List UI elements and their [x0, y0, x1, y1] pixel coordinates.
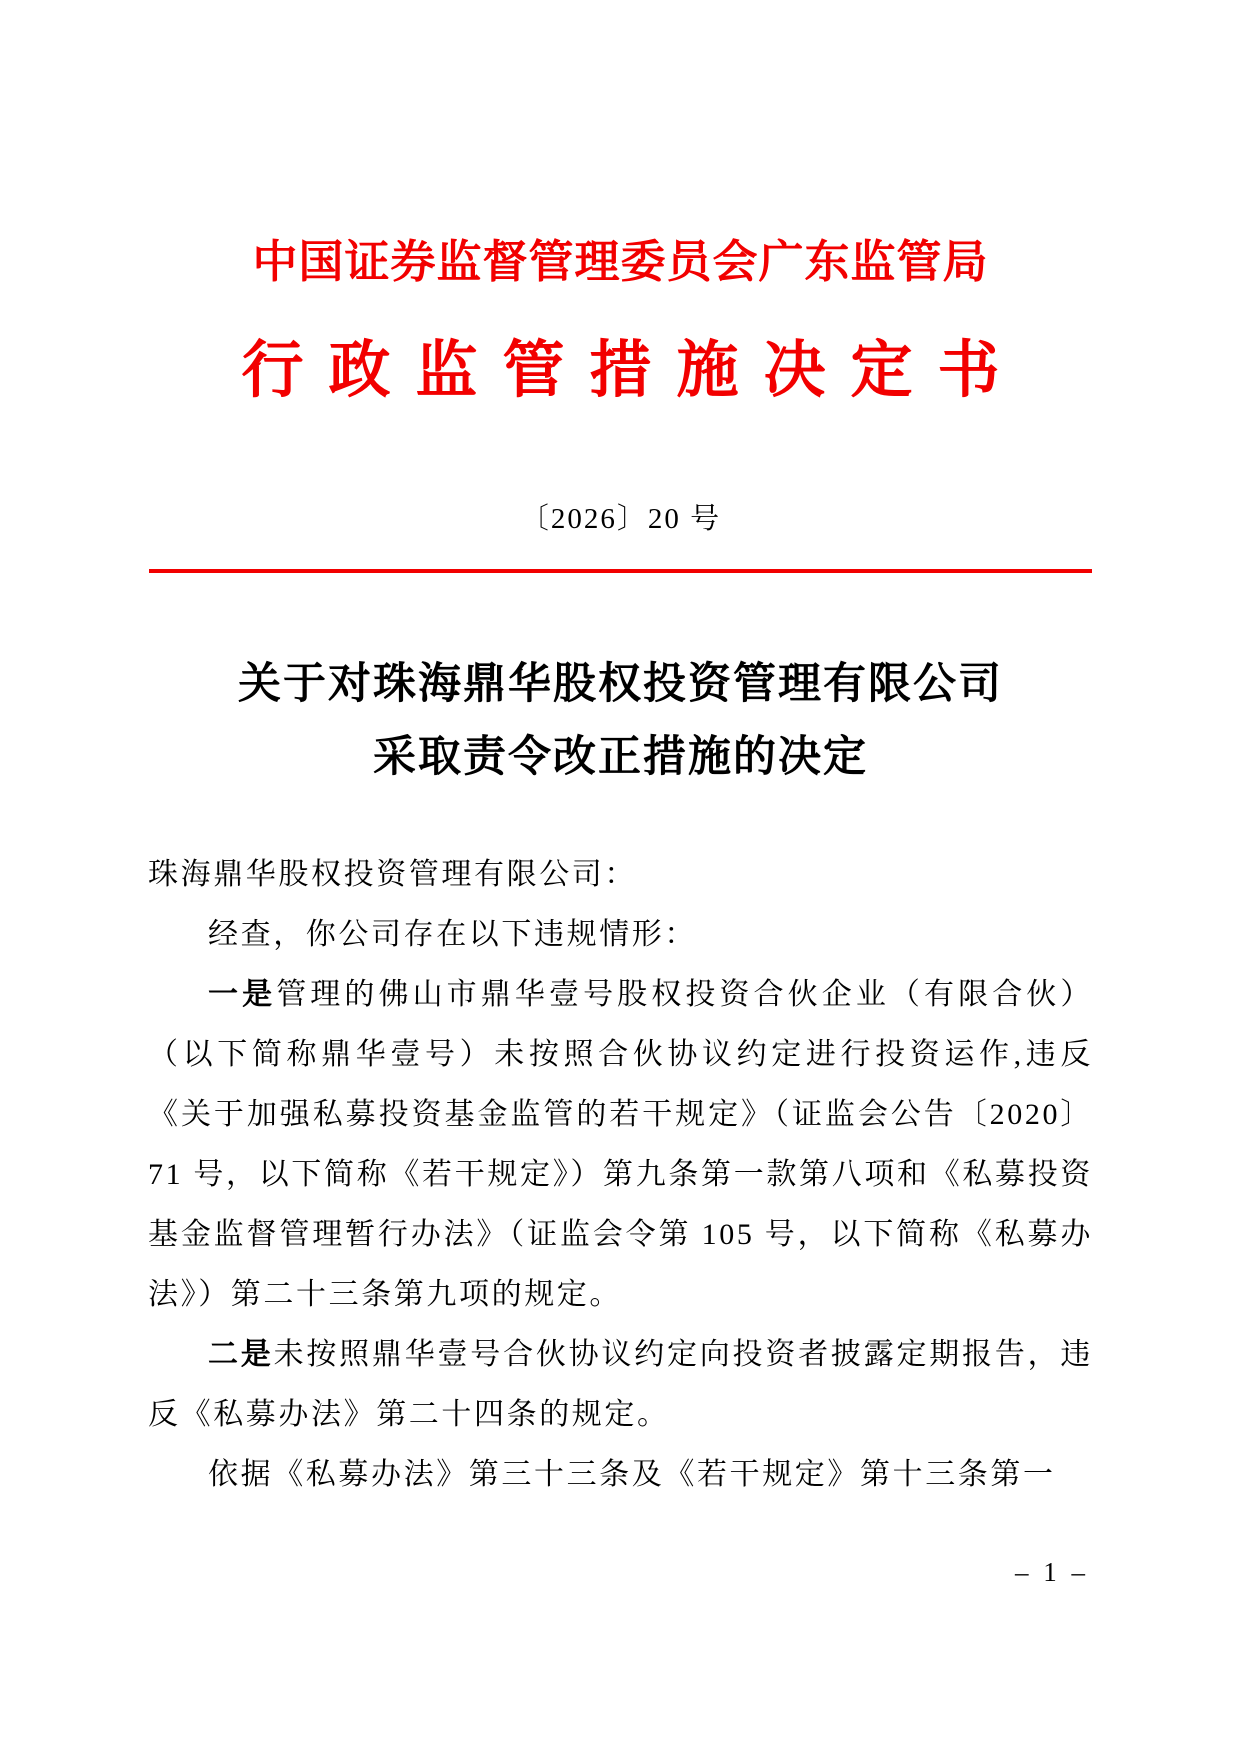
page-number: – 1 – [1015, 1557, 1089, 1587]
legal-basis-paragraph [148, 1445, 1093, 1505]
salutation [148, 845, 1093, 905]
document-type-title: 行政监管措施决定书 [241, 337, 1025, 405]
decision-title-line-2: 采取责令改正措施的决定 [373, 734, 868, 781]
violation-item-1 [148, 965, 1093, 1325]
violation-item-2 [148, 1325, 1093, 1445]
intro-paragraph [148, 905, 1093, 965]
document-number: 〔2026〕20 号 [519, 503, 722, 535]
salutation-text: 珠海鼎华股权投资管理有限公司： [148, 858, 637, 891]
red-divider-line [149, 569, 1092, 573]
legal-basis-text: 依据《私募办法》第三十三条及《若干规定》第十三条第一 [208, 1458, 1056, 1491]
violation-item-2-text: 未按照鼎华壹号合伙协议约定向投资者披露定期报告，违反《私募办法》第二十四条的规定。 [148, 1338, 1094, 1431]
issuer-header: 中国证券监督管理委员会广东监管局 [252, 237, 989, 287]
decision-title-line-1: 关于对珠海鼎华股权投资管理有限公司 [238, 661, 1003, 708]
document-body [148, 845, 1093, 1505]
decision-title [0, 648, 1241, 794]
intro-text: 经查，你公司存在以下违规情形： [208, 918, 697, 951]
violation-item-1-label: 一是 [208, 978, 277, 1011]
violation-item-2-label: 二是 [208, 1338, 274, 1371]
violation-item-1-text: 管理的佛山市鼎华壹号股权投资合伙企业（有限合伙）（以下简称鼎华壹号）未按照合伙协议约定进行投资运作,违反《关于加强私募投资基金监管的若干规定》（证监会公告〔2020〕71 号，以下简称《若干规定》）第九条第一款第八项和《私募投资基金监督管理暂行办法》（证监会令第 105 号，以下简称《私募办法》）第二十三条第九项的规定。 [148, 978, 1094, 1311]
